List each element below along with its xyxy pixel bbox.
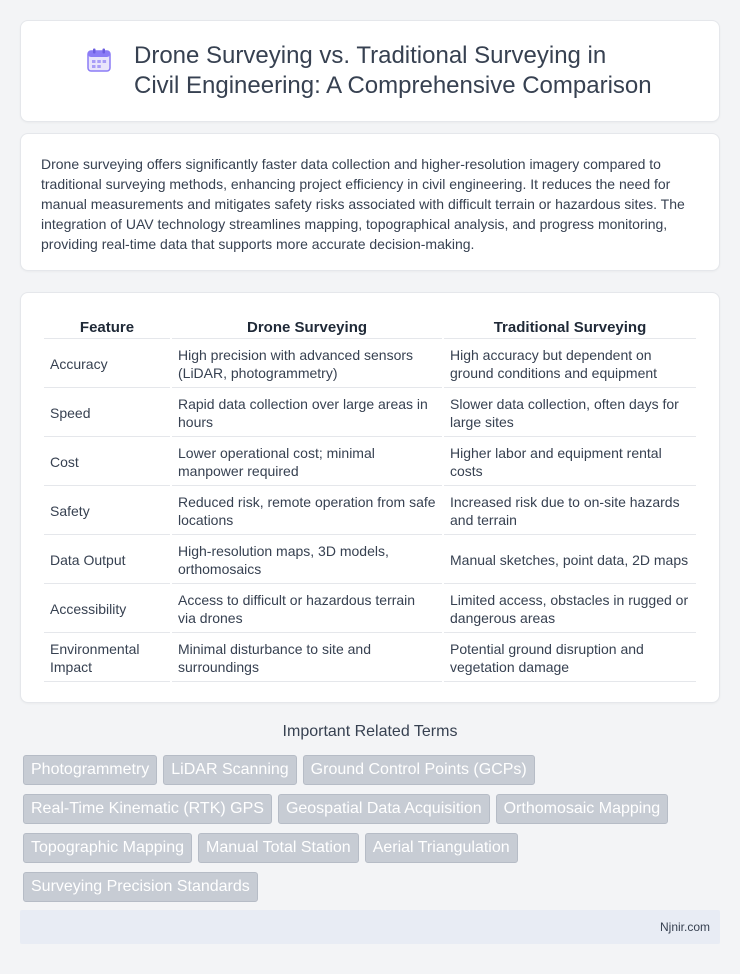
drone-cell: High precision with advanced sensors (LiDAR, photogrammetry) (172, 341, 442, 388)
term-tag[interactable]: Topographic Mapping (23, 833, 192, 863)
drone-cell: Rapid data collection over large areas in hours (172, 390, 442, 437)
term-tag[interactable]: Geospatial Data Acquisition (278, 794, 490, 824)
term-tag[interactable]: Photogrammetry (23, 755, 157, 785)
table-row (44, 488, 696, 535)
drone-cell: Lower operational cost; minimal manpower required (172, 439, 442, 486)
feature-cell: Cost (44, 439, 170, 486)
traditional-cell: Potential ground disruption and vegetation damage (444, 635, 696, 682)
term-tag[interactable]: Ground Control Points (GCPs) (303, 755, 535, 785)
table-row (44, 341, 696, 388)
traditional-cell: Increased risk due to on-site hazards and terrain (444, 488, 696, 535)
table-header-row (44, 315, 696, 339)
comparison-table (42, 313, 698, 684)
table-row (44, 439, 696, 486)
term-tag[interactable]: Surveying Precision Standards (23, 872, 258, 902)
header-feature: Feature (44, 315, 170, 339)
term-tag[interactable]: Real-Time Kinematic (RTK) GPS (23, 794, 272, 824)
footer-site-link[interactable]: Njnir.com (659, 920, 710, 934)
intro-paragraph: Drone surveying offers significantly faster data collection and higher-resolution imagery compared to traditional surveying methods, enhancing project efficiency in civil engineering. It reduces the need for manual measurements and mitigates safety risks associated with difficult terrain or hazardous sites. The integration of UAV technology streamlines mapping, topographical analysis, and progress monitoring, providing real-time data that supports more accurate decision-making. (41, 156, 685, 252)
feature-cell: Data Output (44, 537, 170, 584)
title-wrap (86, 41, 654, 101)
traditional-cell: Limited access, obstacles in rugged or dangerous areas (444, 586, 696, 633)
page-title: Drone Surveying vs. Traditional Surveying in Civil Engineering: A Comprehensive Comparison (134, 42, 652, 99)
term-tag[interactable]: Orthomosaic Mapping (496, 794, 669, 824)
drone-cell: Minimal disturbance to site and surroundings (172, 635, 442, 682)
table-row (44, 635, 696, 682)
title-card (20, 20, 720, 122)
feature-cell: Environmental Impact (44, 635, 170, 682)
term-tag[interactable]: LiDAR Scanning (163, 755, 296, 785)
table-row (44, 586, 696, 633)
traditional-cell: Higher labor and equipment rental costs (444, 439, 696, 486)
feature-cell: Speed (44, 390, 170, 437)
feature-cell: Safety (44, 488, 170, 535)
term-tag[interactable]: Manual Total Station (198, 833, 359, 863)
drone-cell: High-resolution maps, 3D models, orthomosaics (172, 537, 442, 584)
header-traditional: Traditional Surveying (444, 315, 696, 339)
table-row (44, 390, 696, 437)
traditional-cell: High accuracy but dependent on ground conditions and equipment (444, 341, 696, 388)
feature-cell: Accessibility (44, 586, 170, 633)
intro-card (20, 133, 720, 271)
feature-cell: Accuracy (44, 341, 170, 388)
term-tag[interactable]: Aerial Triangulation (365, 833, 518, 863)
header-drone: Drone Surveying (172, 315, 442, 339)
comparison-card (20, 292, 720, 703)
traditional-cell: Manual sketches, point data, 2D maps (444, 537, 696, 584)
table-row (44, 537, 696, 584)
drone-cell: Reduced risk, remote operation from safe locations (172, 488, 442, 535)
traditional-cell: Slower data collection, often days for large sites (444, 390, 696, 437)
drone-cell: Access to difficult or hazardous terrain via drones (172, 586, 442, 633)
footer (20, 910, 720, 944)
related-terms-title: Important Related Terms (282, 723, 458, 740)
calendar-icon (86, 47, 112, 73)
related-terms-list (23, 755, 703, 911)
